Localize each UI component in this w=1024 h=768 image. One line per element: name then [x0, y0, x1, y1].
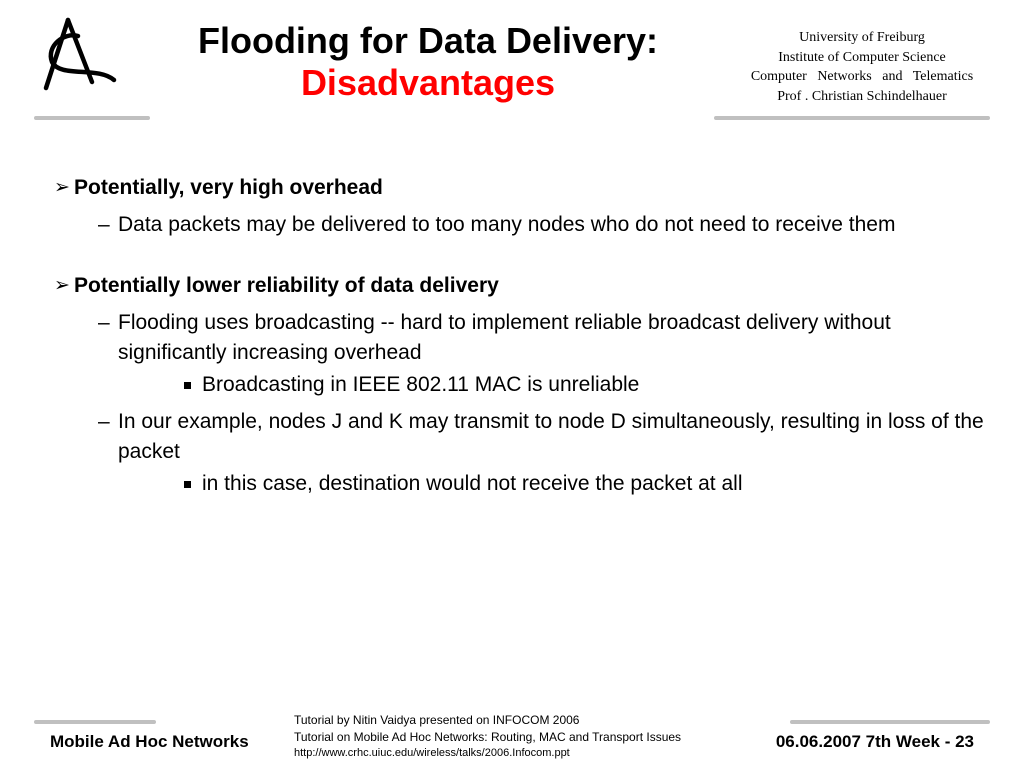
title-subtitle: Disadvantages	[300, 62, 556, 103]
title-line: Flooding for Data Delivery:	[197, 20, 659, 61]
institution-line: University of Freiburg	[799, 30, 925, 45]
footer-date-page: 06.06.2007 7th Week - 23	[775, 732, 974, 751]
institution-block	[724, 28, 1000, 106]
footer-rule-right	[790, 720, 990, 724]
bullet-heading: ➢ Potentially lower reliability of data delivery	[54, 271, 994, 301]
university-logo-icon	[38, 16, 122, 96]
square-bullet-icon	[184, 382, 191, 389]
arrow-bullet-icon: ➢	[54, 275, 70, 296]
header-rule-right	[714, 116, 990, 120]
footer-credit-line: Tutorial on Mobile Ad Hoc Networks: Routing, MAC and Transport Issues	[294, 729, 682, 744]
slide-title	[150, 20, 706, 104]
square-bullet-icon	[184, 481, 191, 488]
bullet-item: – Flooding uses broadcasting -- hard to implement reliable broadcast delivery without significantly increasing overhead	[54, 308, 994, 368]
dash-bullet-icon: –	[98, 410, 110, 433]
header-rule-left	[34, 116, 150, 120]
institution-line: Prof . Christian Schindelhauer	[777, 88, 947, 104]
slide-body	[54, 173, 994, 499]
dash-bullet-icon: –	[98, 311, 110, 334]
footer-course-name: Mobile Ad Hoc Networks	[50, 732, 249, 751]
footer-credit-line: Tutorial by Nitin Vaidya presented on INFOCOM 2006	[294, 713, 580, 727]
sub-bullet-item: Broadcasting in IEEE 802.11 MAC is unreliable	[54, 370, 994, 400]
sub-bullet-item: in this case, destination would not receive the packet at all	[54, 469, 994, 499]
institution-line: Institute of Computer Science	[778, 49, 946, 65]
bullet-item: – In our example, nodes J and K may transmit to node D simultaneously, resulting in loss of the packet	[54, 407, 994, 467]
footer-credit-url: http://www.crhc.uiuc.edu/wireless/talks/2006.Infocom.ppt	[294, 747, 570, 759]
bullet-heading: ➢ Potentially, very high overhead	[54, 173, 994, 203]
dash-bullet-icon: –	[98, 213, 110, 236]
institution-line: Computer Networks and Telematics	[750, 69, 974, 84]
footer-credits	[294, 712, 764, 762]
footer-rule-left	[34, 720, 156, 724]
bullet-item: – Data packets may be delivered to too many nodes who do not need to receive them	[54, 210, 994, 240]
arrow-bullet-icon: ➢	[54, 177, 70, 198]
